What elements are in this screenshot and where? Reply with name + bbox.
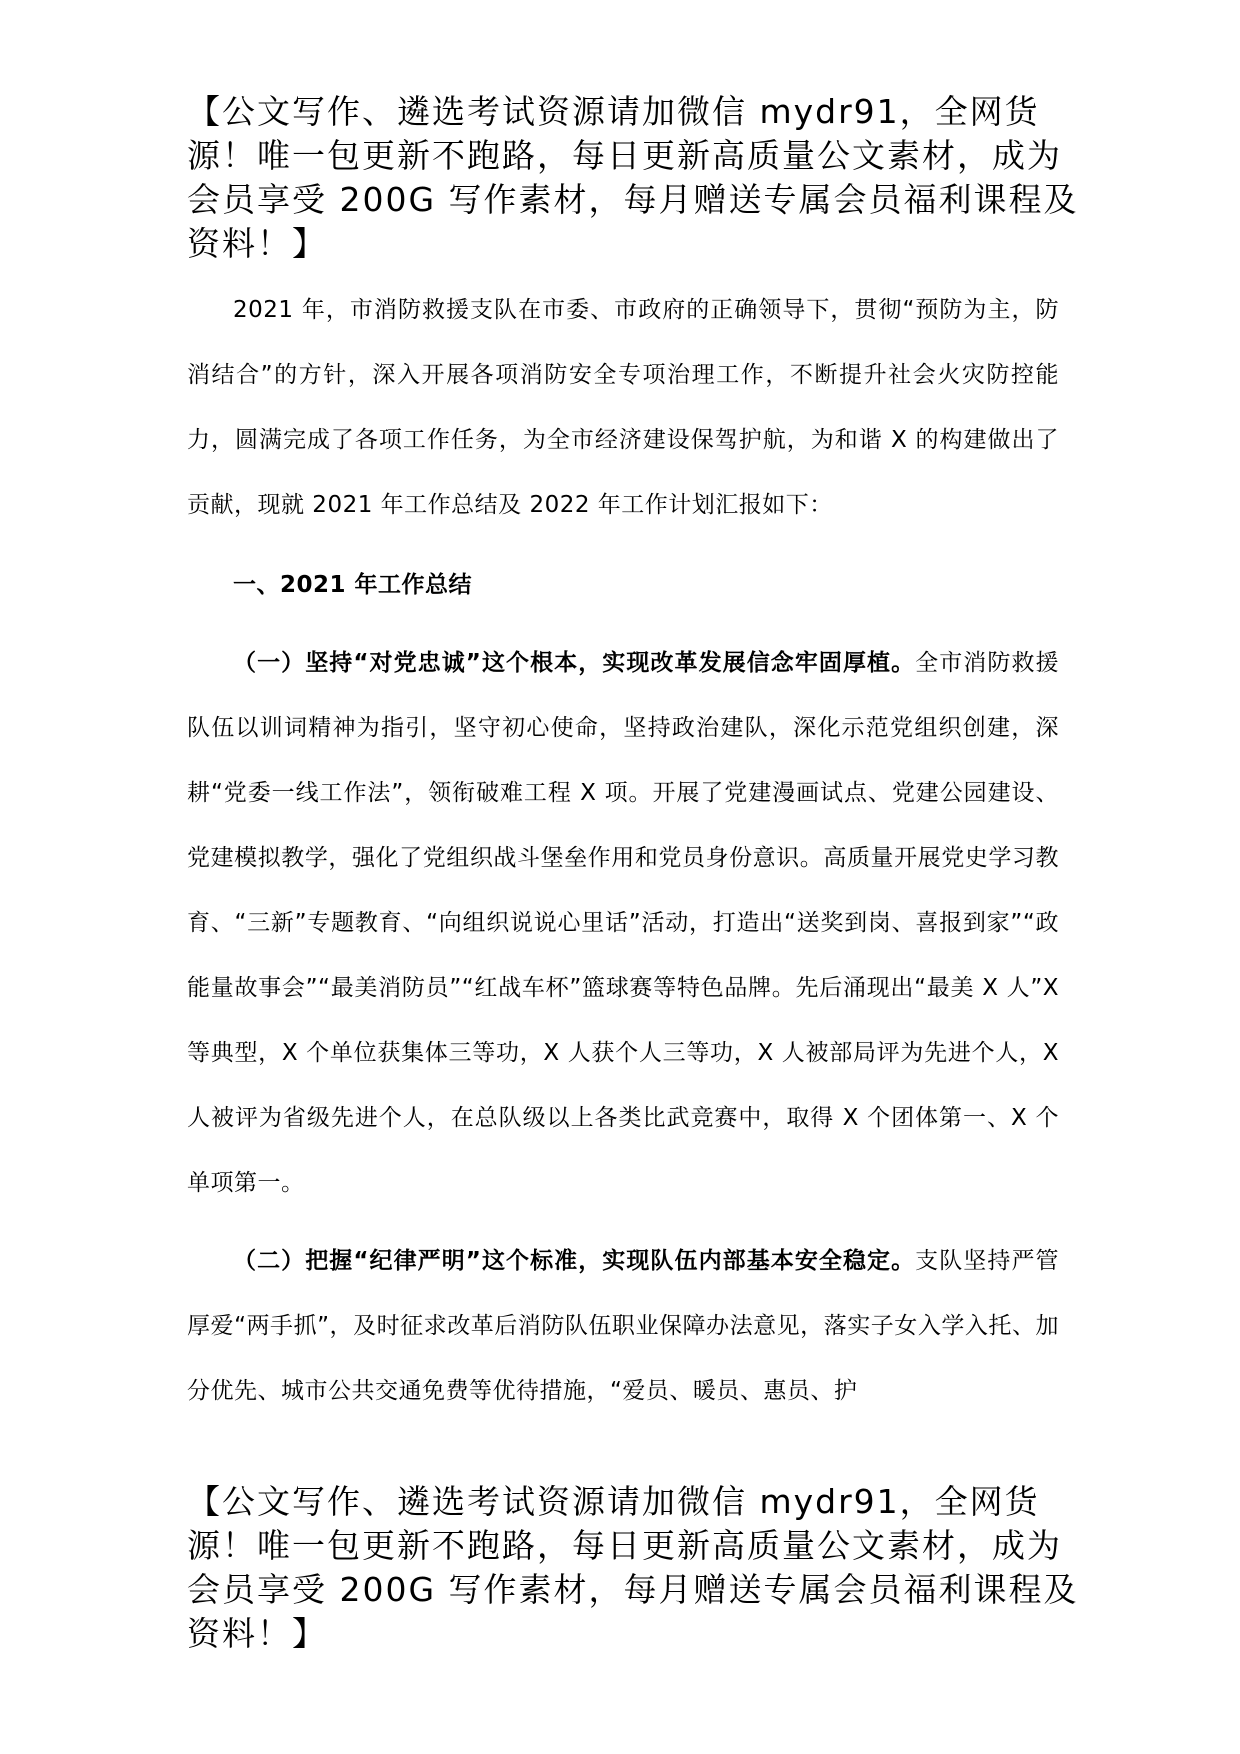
paragraph-1-lead: （一）坚持“对党忠诚”这个根本，实现改革发展信念牢固厚植。 (233, 650, 916, 676)
promo-banner-top: 【公文写作、遴选考试资源请加微信 mydr91，全网货源！唯一包更新不跑路，每日更新高质量公文素材，成为会员享受 200G 写作素材，每月赠送专属会员福利课程及资料！】 (187, 92, 1079, 263)
promo-banner-bottom: 【公文写作、遴选考试资源请加微信 mydr91，全网货源！唯一包更新不跑路，每日更新高质量公文素材，成为会员享受 200G 写作素材，每月赠送专属会员福利课程及资料！】 (187, 1482, 1079, 1653)
paragraph-2-lead: （二）把握“纪律严明”这个标准，实现队伍内部基本安全稳定。 (233, 1248, 916, 1274)
intro-paragraph: 2021 年，市消防救援支队在市委、市政府的正确领导下，贯彻“预防为主，防消结合”的方针，深入开展各项消防安全专项治理工作，不断提升社会火灾防控能力，圆满完成了各项工作任务，为全市经济建设保驾护航，为和谐 X 的构建做出了贡献，现就 2021 年工作总结及 2022 年工作计划汇报如下： (187, 297, 1059, 518)
paragraph-2-body: 支队坚持严管厚爱“两手抓”，及时征求改革后消防队伍职业保障办法意见，落实子女入学入托、加分优先、城市公共交通免费等优待措施，“爱员、暖员、惠员、护 (187, 1248, 1060, 1404)
document-body (187, 278, 1059, 1424)
paragraph-1-body: 全市消防救援队伍以训词精神为指引，坚守初心使命，坚持政治建队，深化示范党组织创建，深耕“党委一线工作法”，领衔破难工程 X 项。开展了党建漫画试点、党建公园建设、党建模拟教学，强化了党组织战斗堡垒作用和党员身份意识。高质量开展党史学习教育、“三新”专题教育、“向组织说说心里话”活动，打造出“送奖到岗、喜报到家”“政能量故事会”“最美消防员”“红战车杯”篮球赛等特色品牌。先后涌现出“最美 X 人”X 等典型，X 个单位获集体三等功，X 人获个人三等功，X 人被部局评为先进个人，X 人被评为省级先进个人，在总队级以上各类比武竞赛中，取得 X 个团体第一、X 个单项第一。 (187, 650, 1060, 1196)
paragraph-2 (187, 1229, 1059, 1424)
paragraph-1 (187, 631, 1059, 1216)
section-heading: 一、2021 年工作总结 (233, 572, 473, 598)
